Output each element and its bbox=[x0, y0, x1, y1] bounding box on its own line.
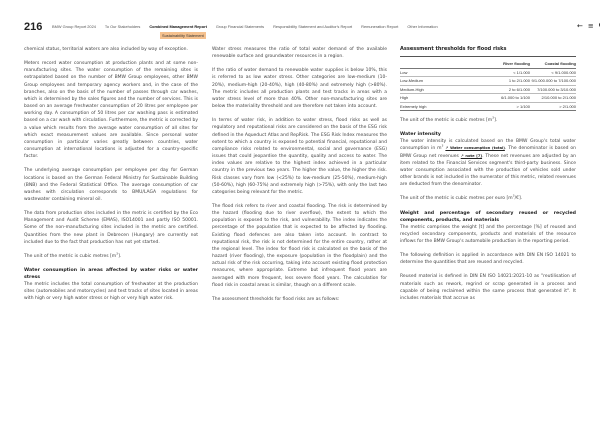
text-column-1 bbox=[24, 46, 198, 310]
paragraph: chemical status, territorial waters are also included by way of exception. bbox=[24, 47, 188, 52]
nav-to-our-stakeholders[interactable]: To Our Stakeholders bbox=[104, 24, 141, 29]
paragraph: The unit of the metric is cubic metres per euro $[m^3/€]$. bbox=[400, 193, 523, 202]
paragraph: If the ratio of water demand to renewable water supplies is below 10%, this is referred to as low water stress. Other categories are low-medium (10-20%), medium-high (20-40%), high (40-80%) and extremely high (>80%). The metric includes all production plants and test tracks in areas with a water stress level of more than 40%. Other non-manufacturing sites are below the materiality threshold and are therefore not taken into account. bbox=[212, 68, 387, 110]
text-column-3 bbox=[400, 46, 576, 309]
nav-combined-management-report[interactable]: Combined Management Report bbox=[149, 24, 207, 29]
table-row: Low-Medium 1 to 2/1.000 9/1.000.000 to 7/100.000 bbox=[400, 78, 576, 84]
paragraph: In terms of water risk, in addition to water stress, flood risks as well as regulatory and reputational risks are considered on the basis of the ESG risk defined in the Aqueduct Atlas and RepRisk. The ESG Risk Index measures the extent to which a country is exposed to potential financial, reputational and compliance risks related to environmental, social and governance (ESG) issues that could jeopardise the quantity, quality and access to water. The index values are relative to the highest index achieved in a particular country in the previous two years. The higher the value, the higher the risk. Risk classes vary from low (<25%) to low-medium (25-50%), medium-high (50-60%), high (60-75%) and extremely high (>75%), with only the last two categories being relevant for the metric. bbox=[212, 118, 387, 195]
table-header bbox=[400, 59, 470, 68]
section-heading: Water intensity bbox=[400, 132, 441, 138]
table-row: High 6/1.000 to 1/100 2/10.000 to 2/1.000 bbox=[400, 95, 576, 101]
nav-group-financial-statements[interactable]: Group Financial Statements bbox=[215, 24, 265, 29]
back-arrow-icon[interactable]: ← bbox=[577, 22, 583, 30]
note-7-link[interactable]: ↗ note [7] bbox=[460, 153, 483, 158]
table-header-river: River flooding bbox=[470, 59, 530, 68]
paragraph: The unit of the metric is cubic metres $[m^3]$. bbox=[400, 115, 498, 124]
top-navigation-bar bbox=[0, 0, 600, 40]
paragraph: The metric comprises the weight [t] and the percentage [%] of reused and recycled secondary components, products and materials of the resource inflows for the BMW Group's automobile production in the reporting period. bbox=[400, 224, 576, 244]
table-header-coastal: Coastal flooding bbox=[530, 59, 576, 68]
section-nav bbox=[52, 24, 447, 29]
paragraph: The underlying average consumption per employee per day for German locations is based on the German Federal Ministry for Sustainable Building (BNB) and the Federal Statistical Office. The average consumption of car washes with circulation corresponds to BMU/LAGA regulations for wastewater containing mineral oil. bbox=[24, 168, 198, 202]
table-row: Extremely high > 1/100 > 2/1.000 bbox=[400, 103, 576, 109]
paragraph: Reused material is defined in DIN EN ISO 14021:2021-10 as "reutilisation of materials such as rework, regrind or scrap generated in a process and capable of being reclaimed within the same process that generated it". It includes materials that accrue as bbox=[400, 274, 576, 301]
paragraph: Meters record water consumption at production plants and at some non-manufacturing sites. The water consumption of the remaining sites is extrapolated based on the number of BMW Group employees, other BMW Group employees and temporary agency workers and, in the case of the branches, also on the basis of the number of passes through car washes, which is determined by the sales figures and the number of services. This is based on an average freshwater consumption of 20 litres per employee per working day. A consumption of 50 litres per car washing pass is estimated based on a car wash with circulation. Furthermore, the metric is corrected by a value which results from the average water consumption of all sites for which exact measurement values are available. Since personal water consumption in particular varies greatly between countries, water consumption at international locations is adjusted for a country-specific factor. bbox=[24, 61, 198, 160]
flood-risk-thresholds-table bbox=[400, 59, 576, 111]
nav-responsibility-statement[interactable]: Responsibility Statement and Auditor's Report bbox=[273, 24, 353, 29]
text-column-2 bbox=[212, 46, 387, 310]
table-title: Assessment thresholds for flood risks bbox=[400, 46, 576, 57]
page-number: 216 bbox=[24, 21, 43, 33]
nav-report-home[interactable]: BMW Group Report 2024 bbox=[52, 24, 96, 29]
nav-remuneration-report[interactable]: Remuneration Report bbox=[361, 24, 399, 29]
paragraph: The assessment thresholds for flood risks are as follows: bbox=[212, 296, 340, 302]
table-row: Medium-High 2 to 6/1.000 7/100.000 to 3/10.000 bbox=[400, 86, 576, 92]
paragraph: The unit of the metric is cubic metres $[m^3]$. bbox=[24, 251, 122, 259]
sub-tab-sustainability-statement[interactable]: Sustainability Statement bbox=[162, 33, 204, 38]
nav-icons bbox=[577, 22, 600, 31]
section-heading: Weight and percentage of secondary reused or recycled components, products, and materials bbox=[400, 210, 576, 223]
paragraph: Water stress measures the ratio of total water demand of the available renewable surface and groundwater resources in a region. bbox=[212, 47, 387, 60]
section-heading: Water consumption in areas affected by water risks or water stress bbox=[24, 268, 198, 281]
paragraph: The data from production sites included in the metric is certified by the Eco Management and Audit Scheme (EMAS), ISO14001 and partly ISO 50001. Some of the non-manufacturing sites included in the metric are certified. Quantities from the new plant in Debrecen (Hungary) are currently not included due to the fact that production has not yet started. bbox=[24, 211, 198, 245]
paragraph: The flood risk refers to river and coastal flooding. The risk is determined by the hazard (flooding due to river overflow), the extent to which the population is exposed to the risk, and vulnerability. The index indicates the percentage of the population that is expected to be affected by flooding. Existing flood defences are also taken into account. In contrast to reputational risk, the risk is not determined for the entire country, rather at the regional level. The index for flood risk is calculated on the basis of the hazard (river flooding), the exposure (population in the floodplain) and the actual risk of the risk occurring, taking into account existing flood protection measures, where appropriate. Extreme but infrequent flood years are averaged with more frequent, less severe flood years. The calculation for flood risk in coastal areas is similar, though on a different scale. bbox=[212, 203, 387, 288]
paragraph: The metric includes the total consumption of freshwater at the production sites (automobiles and motorcycles) and test tracks of sites located in areas with high or very high water stress or high or very high water risk. bbox=[24, 282, 198, 302]
water-consumption-total-link[interactable]: ↗ Water consumption (total) bbox=[445, 146, 505, 151]
table-row: Low < 1/1.000 < 9/1.000.000 bbox=[400, 69, 576, 75]
paragraph: The following definition is applied in accordance with DIN EN ISO 14021 to determine the quantities that are reused and recycled. bbox=[400, 253, 576, 266]
nav-other-information[interactable]: Other Information bbox=[407, 24, 438, 29]
menu-icon[interactable]: ≡ bbox=[587, 22, 594, 30]
paragraph: The water intensity is calculated based on the BMW Group's total water consumption in $m^3$ ↗ Water consumption (total). The denominator is based on BMW Group net revenues ↗ note [7]. These net revenues are adjusted by an item related to the Financial Services segment's third-party business. Since water consumption associated with the production of vehicles sold under other brands is not included in the numerator of this metric, related revenues are deducted from the denominator. bbox=[400, 139, 577, 188]
